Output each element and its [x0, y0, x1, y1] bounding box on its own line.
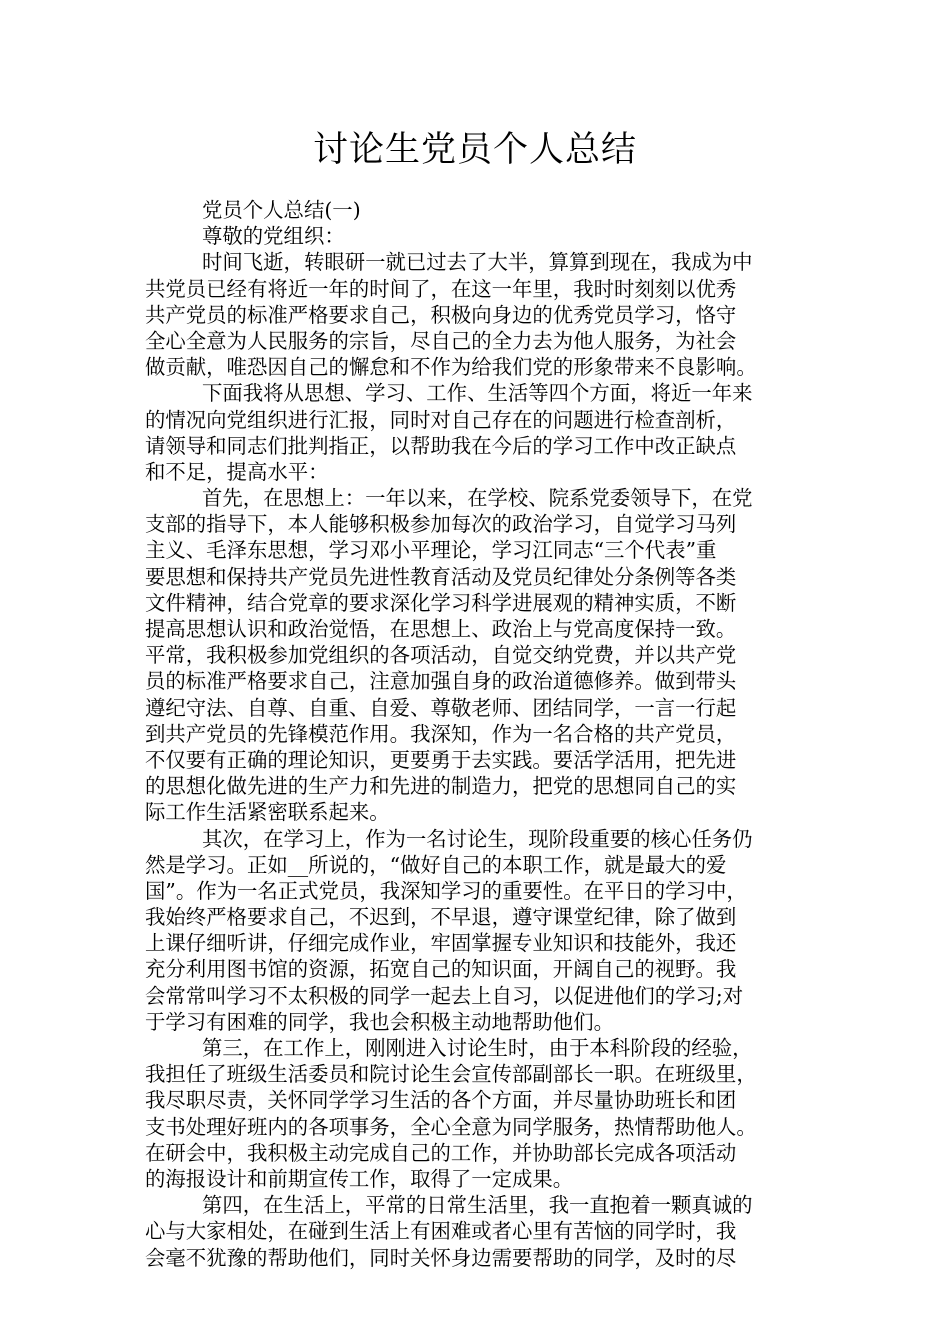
text-line: 全心全意为人民服务的宗旨，尽自己的全力去为他人服务，为社会 — [145, 328, 737, 353]
text-line: 然是学习。正如__所说的，“做好自己的本职工作，就是最大的爱 — [145, 852, 727, 877]
text-line: 其次，在学习上，作为一名讨论生，现阶段重要的核心任务仍 — [202, 826, 753, 851]
text-line: 到共产党员的先锋模范作用。我深知，作为一名合格的共产党员， — [145, 721, 737, 746]
text-line: 心与大家相处，在碰到生活上有困难或者心里有苦恼的同学时，我 — [145, 1219, 737, 1244]
text-line: 党员个人总结(一) — [202, 198, 361, 222]
text-line: 的海报设计和前期宣传工作，取得了一定成果。 — [145, 1166, 574, 1191]
document-title: 讨论生党员个人总结 — [312, 130, 637, 170]
text-line: 遵纪守法、自尊、自重、自爱、尊敬老师、团结同学，一言一行起 — [145, 695, 737, 720]
text-line: 要思想和保持共产党员先进性教育活动及党员纪律处分条例等各类 — [145, 564, 737, 589]
text-line: 的思想化做先进的生产力和先进的制造力，把党的思想同自己的实 — [145, 774, 737, 799]
text-line: 上课仔细听讲，仔细完成作业，牢固掌握专业知识和技能外，我还 — [145, 931, 737, 956]
text-line: 员的标准严格要求自己，注意加强自身的政治道德修养。做到带头 — [145, 669, 737, 694]
text-line: 平常，我积极参加党组织的各项活动，自觉交纳党费，并以共产党 — [145, 643, 737, 668]
text-line: 做贡献，唯恐因自己的懈怠和不作为给我们党的形象带来不良影响。 — [145, 355, 757, 380]
text-line: 不仅要有正确的理论知识，更要勇于去实践。要活学活用，把先进 — [145, 747, 737, 772]
text-line: 主义、毛泽东思想，学习邓小平理论，学习江同志“三个代表”重 — [145, 538, 717, 563]
text-line: 共党员已经有将近一年的时间了，在这一年里，我时时刻刻以优秀 — [145, 276, 737, 301]
text-line: 第四，在生活上，平常的日常生活里，我一直抱着一颗真诚的 — [202, 1193, 753, 1218]
text-line: 请领导和同志们批判指正，以帮助我在今后的学习工作中改正缺点 — [145, 433, 737, 458]
text-line: 和不足，提高水平： — [145, 459, 329, 484]
text-line: 会毫不犹豫的帮助他们，同时关怀身边需要帮助的同学，及时的尽 — [145, 1245, 737, 1270]
text-line: 第三，在工作上，刚刚进入讨论生时，由于本科阶段的经验， — [202, 1036, 753, 1060]
text-line: 我始终严格要求自己，不迟到，不早退，遵守课堂纪律，除了做到 — [145, 905, 737, 930]
text-line: 提高思想认识和政治觉悟，在思想上、政治上与党高度保持一致。 — [145, 617, 737, 641]
text-line: 国”。作为一名正式党员，我深知学习的重要性。在平日的学习中， — [145, 878, 747, 903]
text-line: 我尽职尽责，关怀同学学习生活的各个方面，并尽量协助班长和团 — [145, 1088, 737, 1113]
text-line: 支部的指导下，本人能够积极参加每次的政治学习，自觉学习马列 — [145, 512, 737, 537]
text-line: 充分利用图书馆的资源，拓宽自己的知识面，开阔自己的视野。我 — [145, 957, 737, 982]
text-line: 会常常叫学习不太积极的同学一起去上自习，以促进他们的学习;对 — [145, 983, 744, 1008]
text-line: 文件精神，结合党章的要求深化学习科学进展观的精神实质，不断 — [145, 590, 737, 615]
text-line: 的情况向党组织进行汇报，同时对自己存在的问题进行检查剖析， — [145, 407, 737, 432]
text-line: 时间飞逝，转眼研一就已过去了大半，算算到现在，我成为中 — [202, 250, 753, 275]
text-line: 共产党员的标准严格要求自己，积极向身边的优秀党员学习，恪守 — [145, 302, 737, 327]
document-body — [145, 197, 807, 1271]
text-line: 尊敬的党组织： — [202, 224, 345, 249]
text-line: 下面我将从思想、学习、工作、生活等四个方面，将近一年来 — [202, 381, 753, 406]
text-line: 首先，在思想上：一年以来，在学校、院系党委领导下，在党 — [202, 486, 753, 511]
text-line: 支书处理好班内的各项事务，全心全意为同学服务，热情帮助他人。 — [145, 1114, 757, 1139]
text-line: 际工作生活紧密联系起来。 — [145, 800, 390, 825]
text-line: 于学习有困难的同学，我也会积极主动地帮助他们。 — [145, 1009, 614, 1034]
text-line: 我担任了班级生活委员和院讨论生会宣传部副部长一职。在班级里， — [145, 1062, 757, 1087]
text-line: 在研会中，我积极主动完成自己的工作，并协助部长完成各项活动 — [145, 1140, 737, 1165]
